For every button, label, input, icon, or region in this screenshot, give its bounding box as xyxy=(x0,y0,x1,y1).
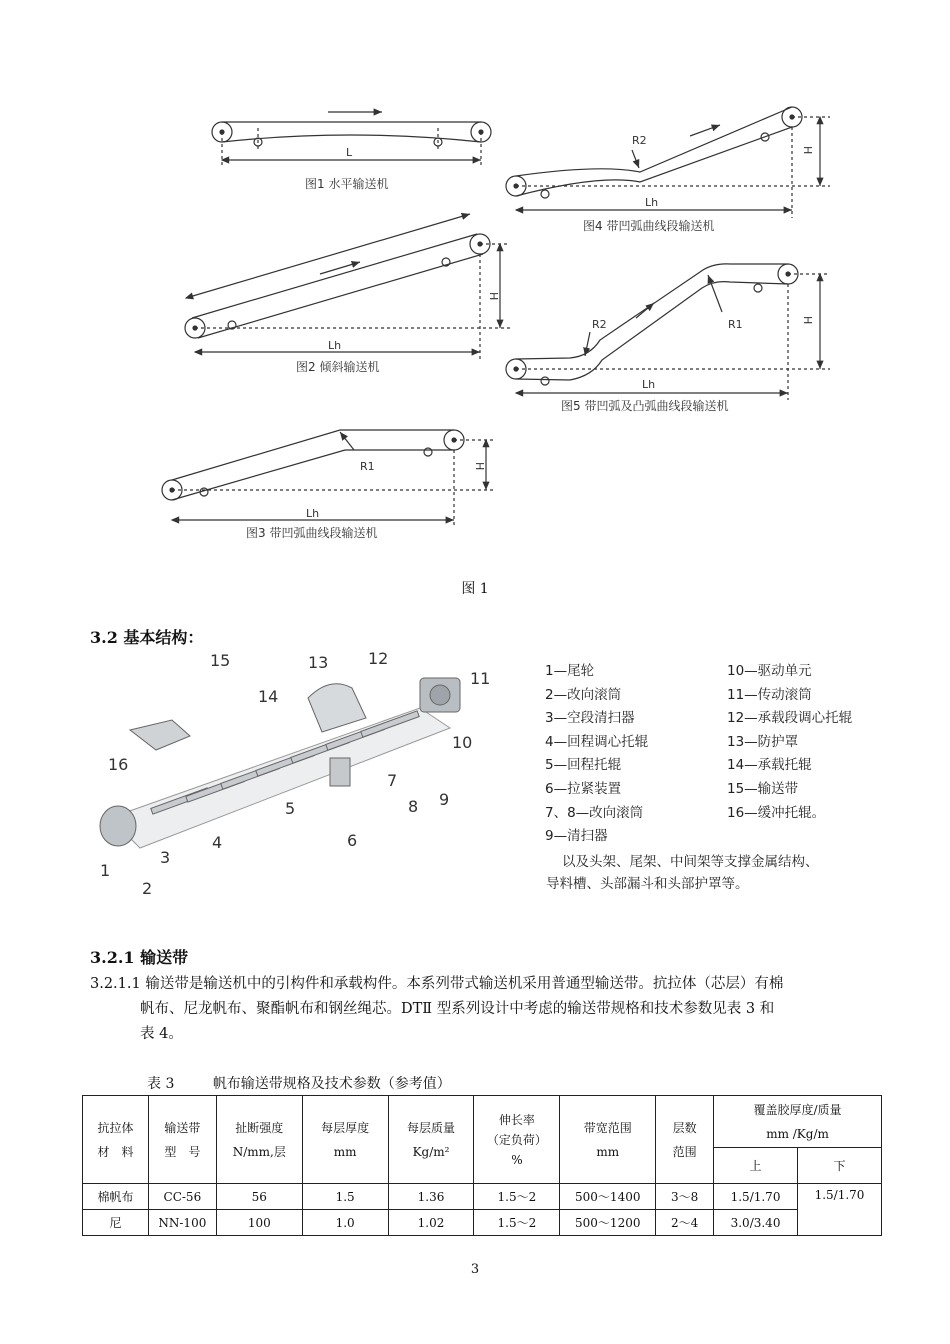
part-number-13: 13 xyxy=(308,653,329,672)
fig5-R1-label: R1 xyxy=(728,318,743,331)
para-line-1: 3.2.1.1 输送带是输送机中的引构件和承载构件。本系列带式输送机采用普通型输送带。抗拉体（芯层）有棉 xyxy=(90,976,784,992)
legend-item: 12—承载段调心托辊 xyxy=(727,710,853,727)
fig5-caption: 图5 带凹弧及凸弧曲线段输送机 xyxy=(561,399,729,413)
fig2-H-label: H xyxy=(487,292,500,301)
part-number-16: 16 xyxy=(108,755,129,774)
part-number-11: 11 xyxy=(470,669,491,688)
canvas-belt-spec-table xyxy=(82,1095,882,1236)
fig5-concave-convex-conveyor xyxy=(506,264,830,400)
fig2-inclined-conveyor xyxy=(185,214,510,360)
legend-item: 16—缓冲托辊。 xyxy=(727,804,826,821)
fig4-R2-label: R2 xyxy=(632,134,647,147)
header-material: 抗拉体 材 料 xyxy=(83,1096,149,1184)
legend-item: 1—尾轮 xyxy=(545,663,595,679)
fig4-concave-conveyor xyxy=(506,107,830,218)
header-cover-down: 下 xyxy=(798,1148,882,1184)
part-number-2: 2 xyxy=(142,879,153,898)
table-label: 表 3 xyxy=(147,1076,175,1092)
legend-item: 6—拉紧装置 xyxy=(545,780,622,797)
fig1-horizontal-conveyor xyxy=(212,112,491,168)
fig3-H-label: H xyxy=(473,462,486,471)
fig3-Lh-label: Lh xyxy=(306,507,320,520)
table-row: 棉帆布 CC-56 56 1.5 1.36 1.5～2 500～1400 3～8 1.5/1.70 1.5/1.70 xyxy=(83,1184,882,1210)
legend-item: 5—回程托辊 xyxy=(545,757,622,774)
part-number-6: 6 xyxy=(347,831,358,850)
legend-note-2: 导料槽、头部漏斗和头部护罩等。 xyxy=(546,876,749,892)
header-strength: 扯断强度 N/mm,层 xyxy=(216,1096,302,1184)
legend-item: 2—改向滚筒 xyxy=(545,686,622,703)
legend-item: 14—承载托辊 xyxy=(727,757,812,774)
legend-item: 7、8—改向滚筒 xyxy=(545,804,644,821)
part-number-12: 12 xyxy=(368,649,389,668)
fig2-caption: 图2 倾斜输送机 xyxy=(296,360,380,374)
legend-note-1: 以及头架、尾架、中间架等支撑金属结构、 xyxy=(562,854,819,870)
part-number-10: 10 xyxy=(452,733,473,752)
para-line-3: 表 4。 xyxy=(140,1026,183,1042)
section-heading-3-2: 3.2 基本结构： xyxy=(90,628,204,647)
legend-item: 13—防护罩 xyxy=(727,733,799,750)
para-line-2: 帆布、尼龙帆布、聚酯帆布和钢丝绳芯。DTⅡ 型系列设计中考虑的输送带规格和技术参数见表 3 和 xyxy=(140,1001,775,1017)
legend-item: 10—驱动单元 xyxy=(727,663,812,679)
fig3-caption: 图3 带凹弧曲线段输送机 xyxy=(246,526,378,540)
fig4-caption: 图4 带凹弧曲线段输送机 xyxy=(583,219,715,233)
table-row: 尼 NN-100 100 1.0 1.02 1.5～2 500～1200 2～4 3.0/3.40 xyxy=(83,1210,882,1236)
legend-item: 9—清扫器 xyxy=(545,828,608,845)
structure-legend-right xyxy=(727,660,852,825)
legend-item: 4—回程调心托辊 xyxy=(545,733,649,750)
conveyor-types-diagram xyxy=(0,0,950,560)
part-number-3: 3 xyxy=(160,848,171,867)
header-width: 带宽范围 mm xyxy=(560,1096,656,1184)
fig1-L-label: L xyxy=(346,146,353,159)
fig2-Lh-label: Lh xyxy=(328,339,342,352)
fig4-H-label: H xyxy=(801,146,814,155)
fig5-R2-label: R2 xyxy=(592,318,607,331)
table-caption xyxy=(147,1073,485,1093)
part-number-9: 9 xyxy=(439,790,450,809)
part-number-4: 4 xyxy=(212,833,223,852)
fig5-Lh-label: Lh xyxy=(642,378,656,391)
structure-legend-left xyxy=(545,660,648,849)
table-title: 帆布输送带规格及技术参数（参考值） xyxy=(212,1076,451,1092)
header-thickness: 每层厚度 mm xyxy=(302,1096,388,1184)
header-cover: 覆盖胶厚度/质量 mm /Kg/m xyxy=(714,1096,882,1148)
legend-item: 3—空段清扫器 xyxy=(545,710,635,727)
part-number-5: 5 xyxy=(285,799,296,818)
fig4-Lh-label: Lh xyxy=(645,196,659,209)
legend-item: 15—输送带 xyxy=(727,780,799,797)
fig1-caption: 图1 水平输送机 xyxy=(305,177,389,191)
part-number-14: 14 xyxy=(258,687,279,706)
header-cover-up: 上 xyxy=(714,1148,798,1184)
belt-description-paragraph xyxy=(90,972,870,1047)
header-type: 输送带 型 号 xyxy=(148,1096,216,1184)
part-number-1: 1 xyxy=(100,861,111,880)
part-number-7: 7 xyxy=(387,771,398,790)
conveyor-structure-illustration xyxy=(90,648,530,898)
fig3-concave-conveyor xyxy=(162,430,495,528)
header-elongation: 伸长率 （定负荷） % xyxy=(474,1096,560,1184)
figure-caption: 图 1 xyxy=(461,581,489,597)
section-heading-3-2-1: 3.2.1 输送带 xyxy=(90,948,189,967)
page-number: 3 xyxy=(470,1262,480,1277)
part-number-15: 15 xyxy=(210,651,231,670)
fig5-H-label: H xyxy=(801,316,814,325)
part-number-8: 8 xyxy=(408,797,419,816)
header-layers: 层数 范围 xyxy=(656,1096,714,1184)
legend-item: 11—传动滚筒 xyxy=(727,686,812,703)
header-mass: 每层质量 Kg/m² xyxy=(388,1096,474,1184)
fig3-R1-label: R1 xyxy=(360,460,375,473)
